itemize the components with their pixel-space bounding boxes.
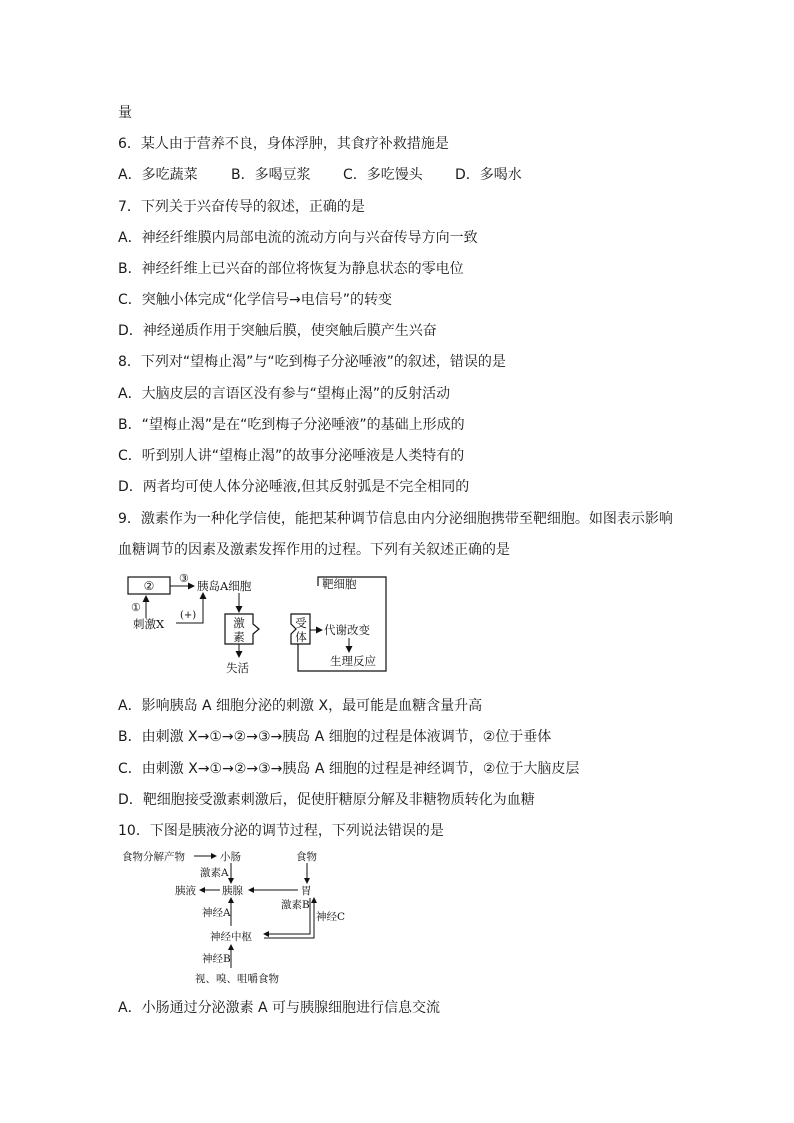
q9-label-target-cell: 靶细胞 xyxy=(322,577,357,591)
q9-label-hormone-1: 激 xyxy=(233,616,245,630)
q7-option-c: C．突触小体完成“化学信号→电信号”的转变 xyxy=(118,292,393,308)
q9-option-c: C．由刺激 X→①→②→③→胰岛 A 细胞的过程是神经调节，②位于大脑皮层 xyxy=(118,761,580,777)
q9-label-receptor-2: 体 xyxy=(295,630,307,644)
q10-label-hormone-b: 激素B xyxy=(281,899,310,911)
q7-option-a: A．神经纤维膜内局部电流的流动方向与兴奋传导方向一致 xyxy=(118,230,478,246)
q10-label-senses: 视、嗅、咀嚼食物 xyxy=(195,973,279,985)
q10-label-food-products: 食物分解产物 xyxy=(122,851,185,863)
q9-label-islet-a: 胰岛A细胞 xyxy=(197,579,252,593)
q9-label-mark1: ① xyxy=(131,601,141,614)
q9-label-plus: (+) xyxy=(180,610,197,621)
q10-diagram xyxy=(118,846,350,990)
q6-options xyxy=(118,166,522,184)
q9-option-d: D．靶细胞接受激素刺激后，促使肝糖原分解及非糖物质转化为血糖 xyxy=(118,792,535,808)
q9-label-receptor-1: 受 xyxy=(295,616,307,630)
q10-stem: 10．下图是胰液分泌的调节过程，下列说法错误的是 xyxy=(118,823,444,839)
q10-label-food: 食物 xyxy=(296,851,317,863)
q9-label-physiology: 生理反应 xyxy=(330,654,376,668)
q10-label-nerve-center: 神经中枢 xyxy=(210,931,252,943)
q9-stem-line2: 血糖调节的因素及激素发挥作用的过程。下列有关叙述正确的是 xyxy=(118,542,510,558)
q10-label-nerve-b: 神经B xyxy=(202,953,231,965)
q6-option-d: D．多喝水 xyxy=(455,167,522,183)
q10-label-pancreas: 胰腺 xyxy=(222,885,243,897)
q6-stem: 6．某人由于营养不良，身体浮肿，其食疗补救措施是 xyxy=(118,136,449,152)
q8-stem: 8．下列对“望梅止渴”与“吃到梅子分泌唾液”的叙述，错误的是 xyxy=(118,354,506,370)
q10-label-pancreatic-juice: 胰液 xyxy=(175,885,196,897)
q9-label-stimulus: 刺激X xyxy=(133,617,165,631)
q9-label-inactivate: 失活 xyxy=(226,661,249,675)
q9-label-hormone-2: 素 xyxy=(233,630,245,644)
q8-option-d: D．两者均可使人体分泌唾液,但其反射弧是不完全相同的 xyxy=(118,479,470,495)
q7-option-b: B．神经纤维上已兴奋的部位将恢复为静息状态的零电位 xyxy=(118,261,464,277)
q9-option-b: B．由刺激 X→①→②→③→胰岛 A 细胞的过程是体液调节，②位于垂体 xyxy=(118,729,552,745)
q8-option-a: A．大脑皮层的言语区没有参与“望梅止渴”的反射活动 xyxy=(118,386,451,402)
q10-label-nerve-a: 神经A xyxy=(202,907,231,919)
q7-option-d: D．神经递质作用于突触后膜，使突触后膜产生兴奋 xyxy=(118,323,437,339)
q9-stem-line1: 9．激素作为一种化学信使，能把某种调节信息由内分泌细胞携带至靶细胞。如图表示影响 xyxy=(118,511,673,527)
q10-label-nerve-c: 神经C xyxy=(316,911,346,923)
q8-option-c: C．听到别人讲“望梅止渴”的故事分泌唾液是人类特有的 xyxy=(118,448,465,464)
text-line-top: 量 xyxy=(118,105,132,121)
q6-option-a: A．多吃蔬菜 xyxy=(118,167,198,183)
q6-option-c: C．多吃馒头 xyxy=(343,167,423,183)
q10-option-a: A．小肠通过分泌激素 A 可与胰腺细胞进行信息交流 xyxy=(118,1000,441,1016)
q6-option-b: B．多喝豆浆 xyxy=(231,167,311,183)
q7-stem: 7．下列关于兴奋传导的叙述，正确的是 xyxy=(118,199,365,215)
q8-option-b: B．“望梅止渴”是在“吃到梅子分泌唾液”的基础上形成的 xyxy=(118,417,465,433)
q9-label-metabolism: 代谢改变 xyxy=(324,623,370,637)
q10-label-small-intestine: 小肠 xyxy=(220,851,241,863)
q9-label-box2: ② xyxy=(143,579,155,593)
q10-label-hormone-a: 激素A xyxy=(200,867,229,879)
q9-label-mark3: ③ xyxy=(179,572,189,585)
q9-option-a: A．影响胰岛 A 细胞分泌的刺激 X，最可能是血糖含量升高 xyxy=(118,698,483,714)
q9-diagram xyxy=(118,572,398,680)
q10-label-stomach: 胃 xyxy=(301,885,312,897)
